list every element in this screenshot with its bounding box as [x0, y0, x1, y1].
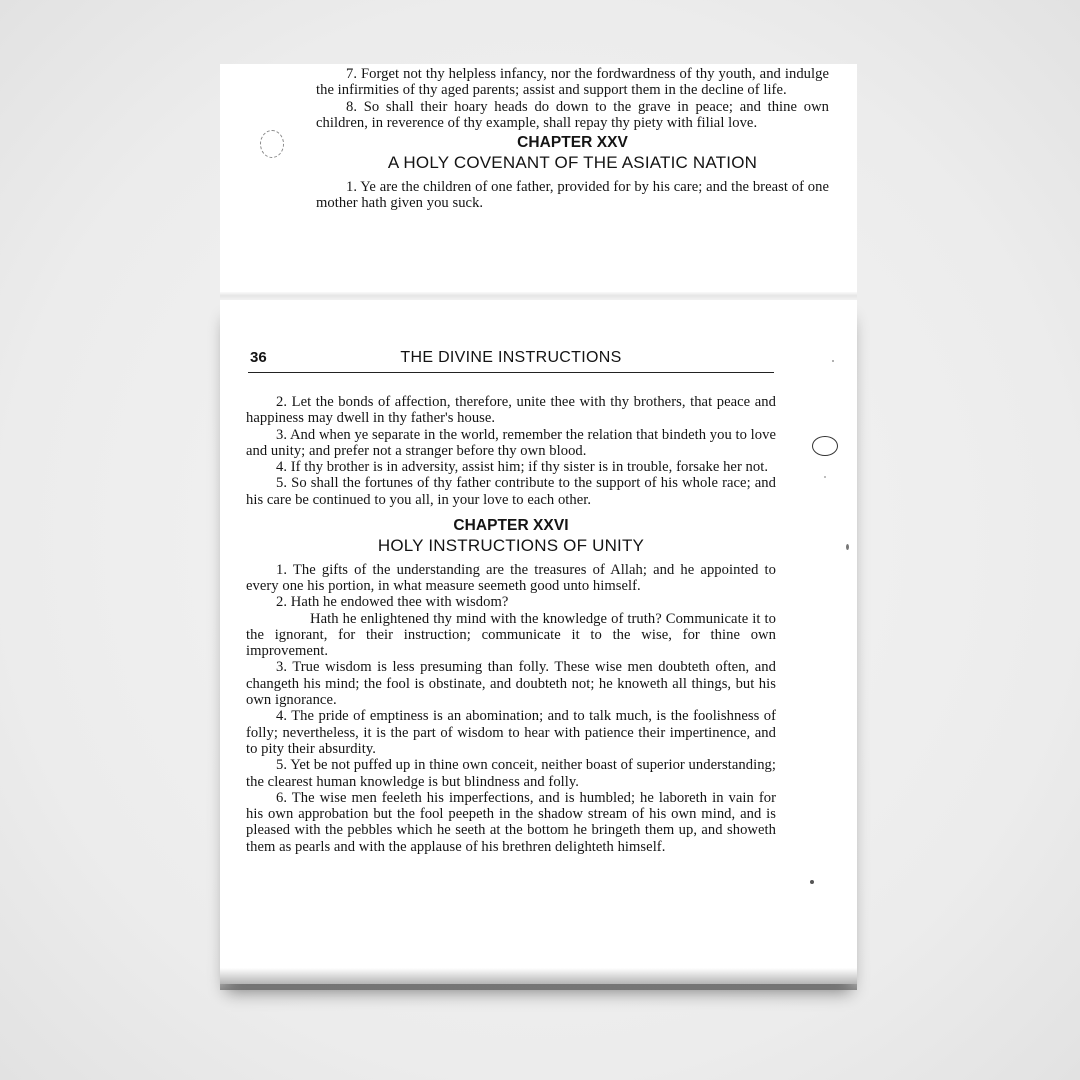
paragraph: 1. Ye are the children of one father, provided for by his care; and the breast of one mother hath given you suck. [316, 178, 829, 212]
paragraph: 3. And when ye separate in the world, remember the relation that bindeth you to love and unity; and prefer not a stranger before thy own blood. [246, 426, 776, 459]
page-divider [220, 292, 857, 300]
paragraph: 6. The wise men feeleth his imperfections, and is humbled; he laboreth in vain for his own approbation but the fool peepeth in the shadow stream of his own mind, and is pleased with the pebbles which he seeth at the bottom he bringeth them up, and showeth them as pearls and with the applause of his brethren delighteth himself. [246, 789, 776, 855]
paragraph: 3. True wisdom is less presuming than folly. These wise men doubteth often, and changeth his mind; the fool is obstinate, and doubteth not; he knoweth all things, but his own ignorance. [246, 659, 776, 709]
running-header [248, 348, 774, 373]
chapter-title: HOLY INSTRUCTIONS OF UNITY [377, 536, 645, 556]
scan-speck-icon [846, 544, 849, 550]
chapter-heading: CHAPTER XXV [517, 134, 628, 152]
paragraph: 7. Forget not thy helpless infancy, nor the fordwardness of thy youth, and indulge the infirmities of thy aged parents; assist and support them in the decline of life. [316, 66, 829, 99]
paragraph: Hath he enlightened thy mind with the knowledge of truth? Communicate it to the ignorant, for their instruction; communicate it to the wise, for thine own improvement. [246, 610, 776, 660]
scan-artifact-icon [260, 130, 284, 158]
scan-speck-icon [832, 360, 834, 362]
paragraph: 5. So shall the fortunes of thy father contribute to the support of his whole race; and his care be continued to you all, in your love to each other. [246, 475, 776, 508]
bottom-page-scan [220, 300, 857, 984]
running-title: THE DIVINE INSTRUCTIONS [400, 349, 622, 366]
paragraph: 5. Yet be not puffed up in thine own conceit, neither boast of superior understanding; the clearest human knowledge is but blindness and folly. [246, 757, 776, 790]
page-edge-shadow [220, 968, 857, 990]
scan-speck-icon [810, 880, 814, 884]
paragraph: 4. If thy brother is in adversity, assist him; if thy sister is in trouble, forsake her not. [276, 459, 769, 476]
chapter-title: A HOLY COVENANT OF THE ASIATIC NATION [387, 153, 758, 173]
paragraph: 2. Hath he endowed thee with wisdom? [276, 594, 509, 611]
top-page-scan [220, 64, 857, 292]
paragraph: 4. The pride of emptiness is an abomination; and to talk much, is the foolishness of folly; nevertheless, it is the part of wisdom to hear with patience their impertinence, and to pity their absurdity. [246, 708, 776, 757]
paragraph: 8. So shall their hoary heads do down to the grave in peace; and thine own children, in reverence of thy example, shall repay thy piety with filial love. [316, 98, 829, 131]
bottom-page-text [246, 394, 776, 855]
scan-speck-icon [824, 476, 826, 478]
chapter-heading: CHAPTER XXVI [453, 517, 569, 535]
paragraph: 1. The gifts of the understanding are the treasures of Allah; and he appointed to every one his portion, in what measure seemeth good unto himself. [246, 561, 776, 594]
paragraph: 2. Let the bonds of affection, therefore, unite thee with thy brothers, that peace and happiness may dwell in thy father's house. [246, 394, 776, 427]
top-page-text [316, 66, 829, 211]
page-number: 36 [250, 349, 267, 366]
scan-artifact-icon [812, 436, 838, 456]
